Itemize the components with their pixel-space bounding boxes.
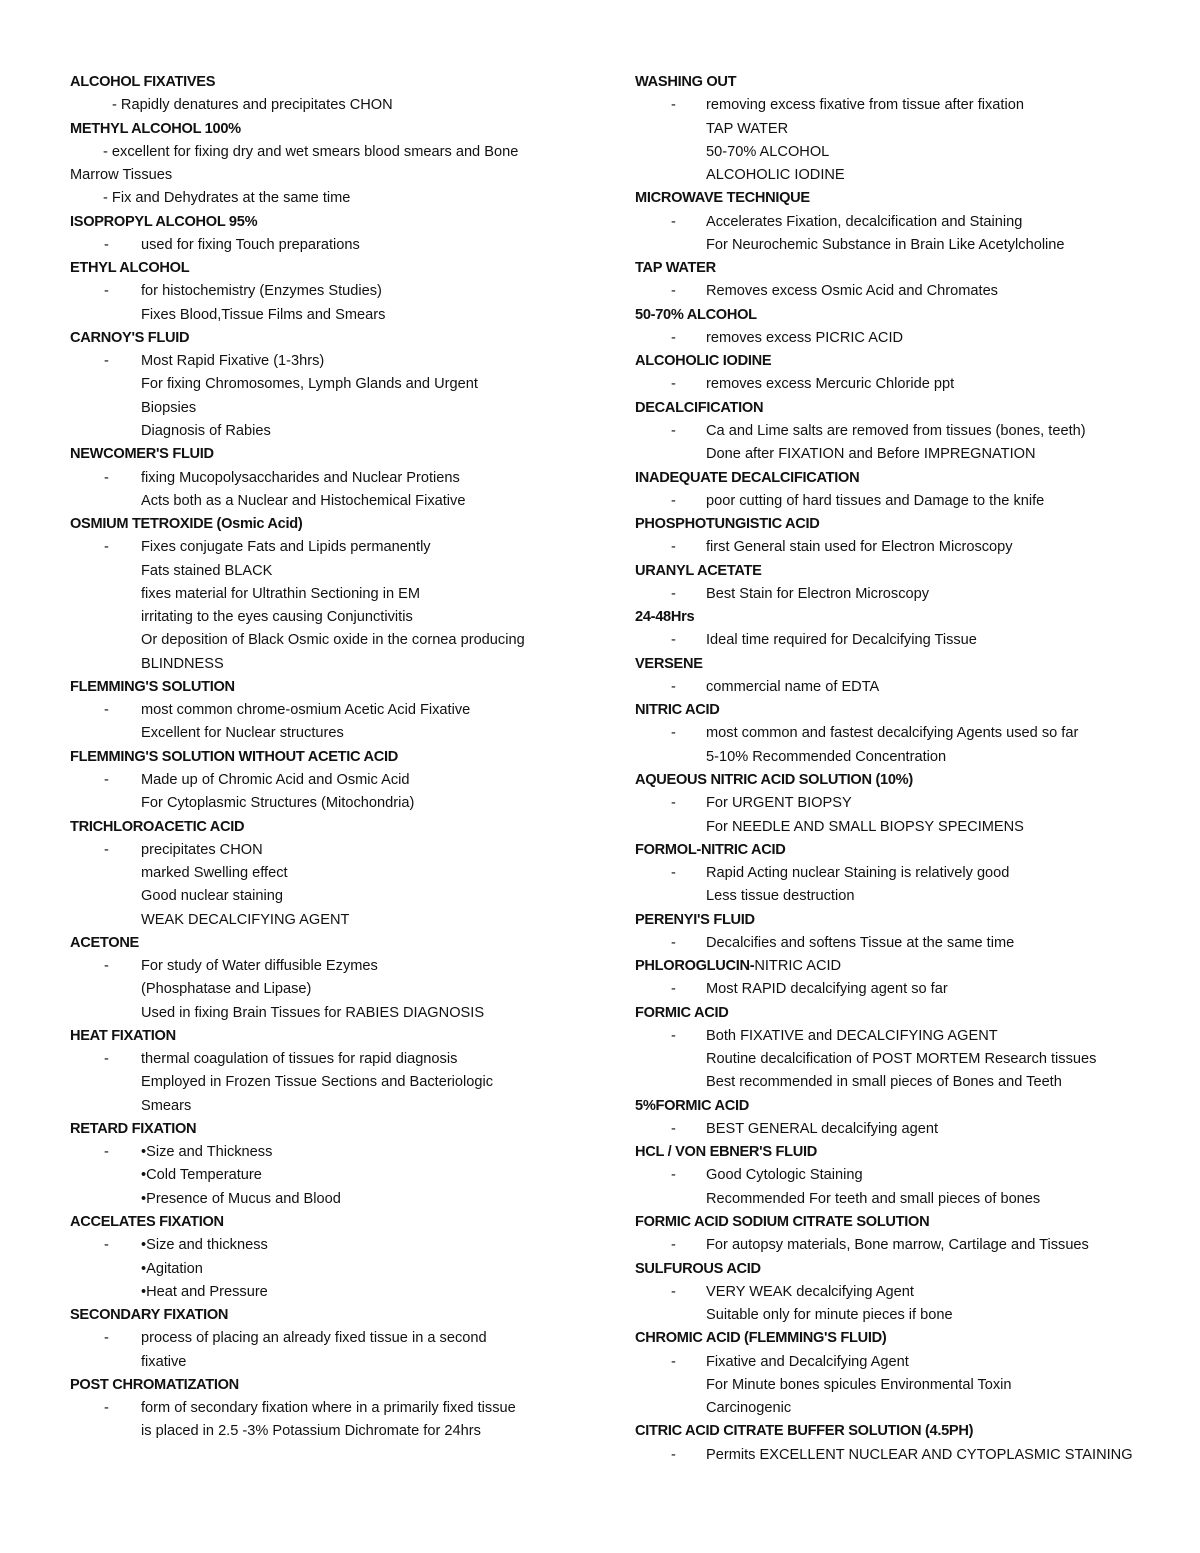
dash-bullet: -	[671, 795, 676, 812]
item-text: Decalcifies and softens Tissue at the same time	[706, 934, 1015, 951]
item-text: For Neurochemic Substance in Brain Like Acetylcholine	[706, 236, 1065, 253]
item-text: Fixes Blood,Tissue Films and Smears	[141, 306, 386, 323]
item-text: Fixes conjugate Fats and Lipids permanently	[141, 539, 431, 556]
continuation-line	[70, 560, 590, 583]
dash-bullet: -	[671, 1120, 676, 1137]
item-text: For NEEDLE AND SMALL BIOPSY SPECIMENS	[706, 818, 1024, 835]
bullet-item	[70, 1234, 590, 1257]
bullet-item	[635, 1118, 1155, 1141]
continuation-line	[70, 792, 590, 815]
bullet-item	[70, 699, 590, 722]
item-text: removes excess Mercuric Chloride ppt	[706, 376, 955, 393]
dash-bullet: -	[104, 469, 109, 486]
item-text: For autopsy materials, Bone marrow, Cartilage and Tissues	[706, 1237, 1089, 1254]
dash-bullet: -	[671, 422, 676, 439]
section-heading: POST CHROMATIZATION	[70, 1376, 239, 1393]
dash-bullet: -	[671, 1167, 676, 1184]
section-heading: CITRIC ACID CITRATE BUFFER SOLUTION (4.5PH)	[635, 1423, 974, 1440]
item-text: For Minute bones spicules Environmental Toxin	[706, 1376, 1012, 1393]
continuation-line	[70, 304, 590, 327]
line-text: Marrow Tissues	[70, 167, 173, 184]
item-text: For study of Water diffusible Ezymes	[141, 958, 378, 975]
item-text: 5-10% Recommended Concentration	[706, 748, 947, 765]
text-line	[70, 164, 590, 187]
continuation-line	[635, 816, 1155, 839]
item-text: •Size and thickness	[141, 1237, 268, 1254]
item-text: (Phosphatase and Lipase)	[141, 981, 312, 998]
item-text: first General stain used for Electron Microscopy	[706, 539, 1013, 556]
item-text: Biopsies	[141, 399, 197, 416]
text-line	[70, 94, 590, 117]
bullet-item	[635, 327, 1155, 350]
item-text: VERY WEAK decalcifying Agent	[706, 1283, 914, 1300]
continuation-line	[635, 164, 1155, 187]
item-text: irritating to the eyes causing Conjunctivitis	[141, 609, 413, 626]
continuation-line	[70, 978, 590, 1001]
item-text: For fixing Chromosomes, Lymph Glands and Urgent	[141, 376, 478, 393]
dash-bullet: -	[671, 376, 676, 393]
dash-bullet: -	[671, 329, 676, 346]
item-text: poor cutting of hard tissues and Damage to the knife	[706, 492, 1045, 509]
dash-bullet: -	[104, 353, 109, 370]
item-text: For Cytoplasmic Structures (Mitochondria)	[141, 795, 415, 812]
bullet-item	[635, 932, 1155, 955]
continuation-line	[70, 1188, 590, 1211]
bullet-item	[70, 1327, 590, 1350]
section-heading: SULFUROUS ACID	[635, 1260, 761, 1277]
section-heading: FORMIC ACID SODIUM CITRATE SOLUTION	[635, 1214, 930, 1231]
dash-bullet: -	[104, 539, 109, 556]
section-heading: CARNOY'S FLUID	[70, 329, 190, 346]
section-heading: 5%FORMIC ACID	[635, 1097, 749, 1114]
continuation-line	[70, 420, 590, 443]
item-text: Removes excess Osmic Acid and Chromates	[706, 283, 998, 300]
item-text: Fats stained BLACK	[141, 562, 273, 579]
line-text: - Rapidly denatures and precipitates CHON	[112, 97, 393, 114]
bullet-item	[70, 350, 590, 373]
dash-bullet: -	[104, 702, 109, 719]
item-text: Routine decalcification of POST MORTEM Research tissues	[706, 1051, 1097, 1068]
item-text: Both FIXATIVE and DECALCIFYING AGENT	[706, 1027, 998, 1044]
item-text: BEST GENERAL decalcifying agent	[706, 1120, 938, 1137]
section-heading: HCL / VON EBNER'S FLUID	[635, 1144, 817, 1161]
item-text: commercial name of EDTA	[706, 678, 880, 695]
section-heading: ETHYL ALCOHOL	[70, 260, 190, 277]
item-text: Or deposition of Black Osmic oxide in the cornea producing	[141, 632, 525, 649]
item-text: •Cold Temperature	[141, 1167, 262, 1184]
continuation-line	[635, 234, 1155, 257]
continuation-line	[635, 1397, 1155, 1420]
section-heading: ALCOHOLIC IODINE	[635, 353, 772, 370]
bullet-item	[635, 490, 1155, 513]
section-heading: PHOSPHOTUNGISTIC ACID	[635, 516, 820, 533]
section-heading: DECALCIFICATION	[635, 399, 764, 416]
section-heading: FLEMMING'S SOLUTION	[70, 678, 235, 695]
dash-bullet: -	[671, 492, 676, 509]
section-heading: HEAT FIXATION	[70, 1027, 176, 1044]
dash-bullet: -	[671, 865, 676, 882]
section-heading: PERENYI'S FLUID	[635, 911, 755, 928]
section-heading: 24-48Hrs	[635, 609, 695, 626]
item-text: Acts both as a Nuclear and Histochemical Fixative	[141, 492, 466, 509]
bullet-item	[635, 629, 1155, 652]
item-text: thermal coagulation of tissues for rapid diagnosis	[141, 1051, 458, 1068]
bullet-item	[635, 280, 1155, 303]
section-heading: ISOPROPYL ALCOHOL 95%	[70, 213, 258, 230]
section-heading: VERSENE	[635, 655, 703, 672]
item-text: Diagnosis of Rabies	[141, 422, 271, 439]
section-heading: TAP WATER	[635, 260, 716, 277]
bullet-item	[70, 839, 590, 862]
item-text: ALCOHOLIC IODINE	[706, 167, 845, 184]
continuation-line	[70, 490, 590, 513]
item-text: fixes material for Ultrathin Sectioning in EM	[141, 585, 421, 602]
dash-bullet: -	[671, 981, 676, 998]
continuation-line	[70, 722, 590, 745]
item-text: Accelerates Fixation, decalcification and Staining	[706, 213, 1023, 230]
continuation-line	[70, 885, 590, 908]
item-text: •Size and Thickness	[141, 1144, 273, 1161]
item-text: Permits EXCELLENT NUCLEAR AND CYTOPLASMIC STAINING	[706, 1446, 1133, 1463]
item-text: marked Swelling effect	[141, 865, 288, 882]
bullet-item	[70, 955, 590, 978]
continuation-line	[70, 373, 590, 396]
continuation-line	[635, 746, 1155, 769]
section-heading: RETARD FIXATION	[70, 1120, 197, 1137]
text-line	[70, 187, 590, 210]
item-text: Less tissue destruction	[706, 888, 855, 905]
item-text: Suitable only for minute pieces if bone	[706, 1307, 953, 1324]
bullet-item	[635, 373, 1155, 396]
dash-bullet: -	[671, 213, 676, 230]
item-text: used for fixing Touch preparations	[141, 236, 360, 253]
continuation-line	[635, 443, 1155, 466]
item-text: Most RAPID decalcifying agent so far	[706, 981, 948, 998]
line-text: - excellent for fixing dry and wet smears blood smears and Bone	[103, 143, 519, 160]
dash-bullet: -	[671, 678, 676, 695]
bullet-item	[70, 1141, 590, 1164]
item-text: Ideal time required for Decalcifying Tissue	[706, 632, 977, 649]
continuation-line	[635, 1188, 1155, 1211]
continuation-line	[70, 653, 590, 676]
item-text: •Heat and Pressure	[141, 1283, 268, 1300]
continuation-line	[70, 1281, 590, 1304]
section-heading: TRICHLOROACETIC ACID	[70, 818, 245, 835]
continuation-line	[70, 1002, 590, 1025]
bullet-item	[635, 94, 1155, 117]
bullet-item	[70, 467, 590, 490]
bullet-item	[70, 280, 590, 303]
bullet-item	[70, 1397, 590, 1420]
item-text: Recommended For teeth and small pieces of bones	[706, 1190, 1041, 1207]
line-text: - Fix and Dehydrates at the same time	[103, 190, 351, 207]
dash-bullet: -	[671, 1237, 676, 1254]
bullet-item	[635, 420, 1155, 443]
item-text: most common chrome-osmium Acetic Acid Fixative	[141, 702, 471, 719]
section-heading: FORMOL-NITRIC ACID	[635, 841, 786, 858]
bullet-item	[635, 1234, 1155, 1257]
continuation-line	[70, 1351, 590, 1374]
heading-bold-part: PHLOROGLUCIN-	[635, 958, 755, 975]
dash-bullet: -	[104, 841, 109, 858]
item-text: removes excess PICRIC ACID	[706, 329, 904, 346]
dash-bullet: -	[671, 1446, 676, 1463]
continuation-line	[70, 606, 590, 629]
continuation-line	[70, 397, 590, 420]
section-heading: ACETONE	[70, 934, 139, 951]
item-text: •Agitation	[141, 1260, 203, 1277]
item-text: Done after FIXATION and Before IMPREGNATION	[706, 446, 1036, 463]
item-text: Good Cytologic Staining	[706, 1167, 863, 1184]
item-text: Most Rapid Fixative (1-3hrs)	[141, 353, 325, 370]
bullet-item	[635, 1025, 1155, 1048]
continuation-line	[635, 1048, 1155, 1071]
dash-bullet: -	[104, 1330, 109, 1347]
dash-bullet: -	[104, 771, 109, 788]
item-text: BLINDNESS	[141, 655, 224, 672]
item-text: removing excess fixative from tissue after fixation	[706, 97, 1024, 114]
continuation-line	[635, 1304, 1155, 1327]
dash-bullet: -	[104, 1144, 109, 1161]
continuation-line	[70, 1420, 590, 1443]
dash-bullet: -	[671, 632, 676, 649]
section-heading: ACCELATES FIXATION	[70, 1214, 224, 1231]
section-heading: ALCOHOL FIXATIVES	[70, 74, 216, 90]
continuation-line	[70, 1071, 590, 1094]
bullet-item	[635, 1281, 1155, 1304]
dash-bullet: -	[104, 958, 109, 975]
item-text: fixing Mucopolysaccharides and Nuclear Protiens	[141, 469, 460, 486]
continuation-line	[635, 1071, 1155, 1094]
item-text: is placed in 2.5 -3% Potassium Dichromate for 24hrs	[141, 1423, 481, 1440]
dash-bullet: -	[671, 1027, 676, 1044]
item-text: for histochemistry (Enzymes Studies)	[141, 283, 382, 300]
bullet-item	[635, 1444, 1155, 1467]
dash-bullet: -	[671, 1353, 676, 1370]
dash-bullet: -	[104, 1400, 109, 1417]
bullet-item	[635, 211, 1155, 234]
bullet-item	[70, 1048, 590, 1071]
bullet-item	[70, 234, 590, 257]
bullet-item	[635, 1351, 1155, 1374]
item-text: Best recommended in small pieces of Bones and Teeth	[706, 1074, 1062, 1091]
item-text: TAP WATER	[706, 120, 789, 137]
dash-bullet: -	[671, 1283, 676, 1300]
continuation-line	[70, 909, 590, 932]
item-text: Used in fixing Brain Tissues for RABIES DIAGNOSIS	[141, 1004, 485, 1021]
section-heading: FORMIC ACID	[635, 1004, 729, 1021]
item-text: most common and fastest decalcifying Agents used so far	[706, 725, 1079, 742]
dash-bullet: -	[104, 1237, 109, 1254]
item-text: Employed in Frozen Tissue Sections and Bacteriologic	[141, 1074, 494, 1091]
dash-bullet: -	[671, 97, 676, 114]
bullet-item	[635, 1164, 1155, 1187]
dash-bullet: -	[671, 725, 676, 742]
heading-plain-part: NITRIC ACID	[754, 958, 842, 975]
dash-bullet: -	[104, 283, 109, 300]
section-heading: AQUEOUS NITRIC ACID SOLUTION (10%)	[635, 771, 913, 788]
section-heading: OSMIUM TETROXIDE (Osmic Acid)	[70, 516, 303, 533]
bullet-item	[635, 792, 1155, 815]
bullet-item	[70, 769, 590, 792]
section-heading: NITRIC ACID	[635, 702, 720, 719]
item-text: Fixative and Decalcifying Agent	[706, 1353, 909, 1370]
dash-bullet: -	[671, 283, 676, 300]
item-text: Ca and Lime salts are removed from tissues (bones, teeth)	[706, 422, 1086, 439]
item-text: Best Stain for Electron Microscopy	[706, 585, 930, 602]
continuation-line	[70, 583, 590, 606]
bullet-item	[635, 978, 1155, 1001]
item-text: For URGENT BIOPSY	[706, 795, 852, 812]
item-text: fixative	[141, 1353, 187, 1370]
continuation-line	[635, 885, 1155, 908]
continuation-line	[70, 1095, 590, 1118]
dash-bullet: -	[671, 539, 676, 556]
bullet-item	[635, 583, 1155, 606]
continuation-line	[70, 1164, 590, 1187]
item-text: Good nuclear staining	[141, 888, 283, 905]
section-heading: CHROMIC ACID (FLEMMING'S FLUID)	[635, 1330, 887, 1347]
item-text: WEAK DECALCIFYING AGENT	[141, 911, 350, 928]
section-heading: NEWCOMER'S FLUID	[70, 446, 214, 463]
section-heading: URANYL ACETATE	[635, 562, 762, 579]
dash-bullet: -	[671, 585, 676, 602]
section-heading: FLEMMING'S SOLUTION WITHOUT ACETIC ACID	[70, 748, 398, 765]
item-text: Smears	[141, 1097, 192, 1114]
section-heading	[635, 955, 1155, 978]
item-text: form of secondary fixation where in a primarily fixed tissue	[141, 1400, 516, 1417]
item-text: process of placing an already fixed tissue in a second	[141, 1330, 487, 1347]
section-heading: INADEQUATE DECALCIFICATION	[635, 469, 860, 486]
text-line	[70, 141, 590, 164]
right-column	[635, 71, 1155, 1467]
continuation-line	[635, 141, 1155, 164]
item-text: Carcinogenic	[706, 1400, 792, 1417]
item-text: precipitates CHON	[141, 841, 263, 858]
continuation-line	[635, 1374, 1155, 1397]
dash-bullet: -	[671, 934, 676, 951]
item-text: •Presence of Mucus and Blood	[141, 1190, 341, 1207]
dash-bullet: -	[104, 1051, 109, 1068]
bullet-item	[635, 862, 1155, 885]
bullet-item	[635, 676, 1155, 699]
continuation-line	[70, 629, 590, 652]
section-heading: 50-70% ALCOHOL	[635, 306, 757, 323]
section-heading: SECONDARY FIXATION	[70, 1307, 229, 1324]
bullet-item	[70, 536, 590, 559]
item-text: Excellent for Nuclear structures	[141, 725, 344, 742]
left-column	[70, 71, 590, 1444]
continuation-line	[635, 118, 1155, 141]
section-heading: WASHING OUT	[635, 74, 737, 90]
continuation-line	[70, 862, 590, 885]
dash-bullet: -	[104, 236, 109, 253]
item-text: Rapid Acting nuclear Staining is relatively good	[706, 865, 1010, 882]
section-heading: MICROWAVE TECHNIQUE	[635, 190, 810, 207]
continuation-line	[70, 1258, 590, 1281]
item-text: Made up of Chromic Acid and Osmic Acid	[141, 771, 410, 788]
bullet-item	[635, 722, 1155, 745]
bullet-item	[635, 536, 1155, 559]
item-text: 50-70% ALCOHOL	[706, 143, 830, 160]
section-heading: METHYL ALCOHOL 100%	[70, 120, 241, 137]
